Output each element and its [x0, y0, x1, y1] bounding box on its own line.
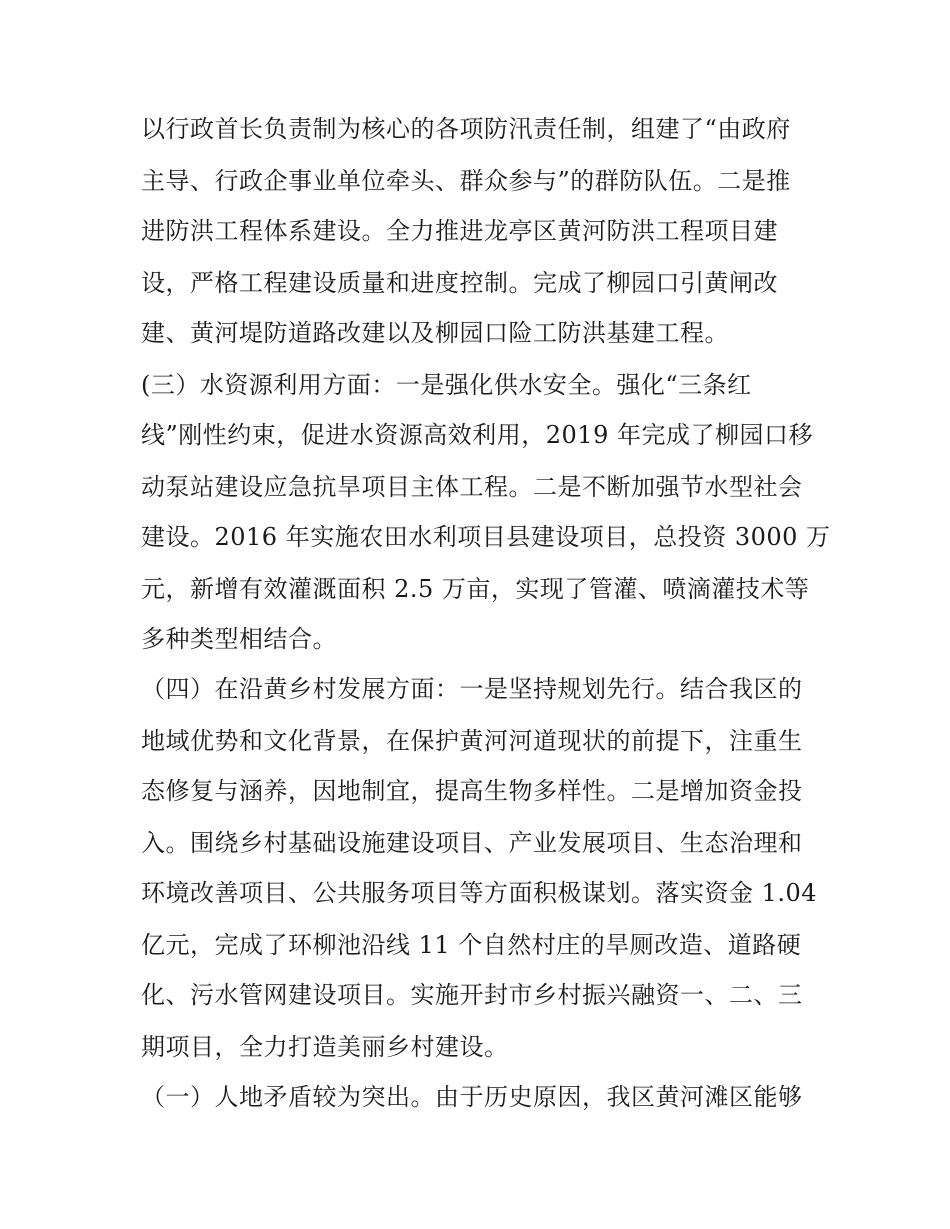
text-line-7: 线”刚性约束，促进水资源高效利用，2019 年完成了柳园口移: [141, 421, 813, 449]
text-line-18: 化、污水管网建设项目。实施开封市乡村振兴融资一、二、三: [141, 981, 803, 1009]
text-line-6: (三）水资源利用方面：一是强化供水安全。强化“三条红: [141, 371, 752, 399]
text-line-2: 主导、行政企事业单位牵头、群众参与”的群防队伍。二是推: [141, 167, 791, 195]
text-line-4: 设，严格工程建设质量和进度控制。完成了柳园口引黄闸改: [141, 269, 778, 297]
text-line-1: 以行政首长负责制为核心的各项防汛责任制，组建了“由政府: [141, 115, 791, 143]
text-line-14: 态修复与涵养，因地制宜，提高生物多样性。二是增加资金投: [141, 777, 803, 805]
text-line-8: 动泵站建设应急抗旱项目主体工程。二是不断加强节水型社会: [141, 473, 803, 501]
text-line-20: （一）人地矛盾较为突出。由于历史原因，我区黄河滩区能够: [141, 1083, 803, 1111]
text-line-16: 环境改善项目、公共服务项目等方面积极谋划。落实资金 1.04: [141, 879, 818, 907]
text-line-3: 进防洪工程体系建设。全力推进龙亭区黄河防洪工程项目建: [141, 217, 778, 245]
text-line-9: 建设。2016 年实施农田水利项目县建设项目，总投资 3000 万: [141, 523, 831, 551]
text-line-17: 亿元，完成了环柳池沿线 11 个自然村庄的旱厕改造、道路硬: [141, 931, 802, 959]
text-line-10: 元，新增有效灌溉面积 2.5 万亩，实现了管灌、喷滴灌技术等: [141, 575, 810, 603]
text-line-12: （四）在沿黄乡村发展方面：一是坚持规划先行。结合我区的: [141, 675, 803, 703]
text-line-13: 地域优势和文化背景，在保护黄河河道现状的前提下，注重生: [141, 727, 803, 755]
text-line-15: 入。围绕乡村基础设施建设项目、产业发展项目、生态治理和: [141, 829, 803, 857]
text-line-5: 建、黄河堤防道路改建以及柳园口险工防洪基建工程。: [141, 319, 729, 347]
text-line-11: 多种类型相结合。: [141, 625, 337, 653]
text-line-19: 期项目，全力打造美丽乡村建设。: [141, 1033, 509, 1061]
